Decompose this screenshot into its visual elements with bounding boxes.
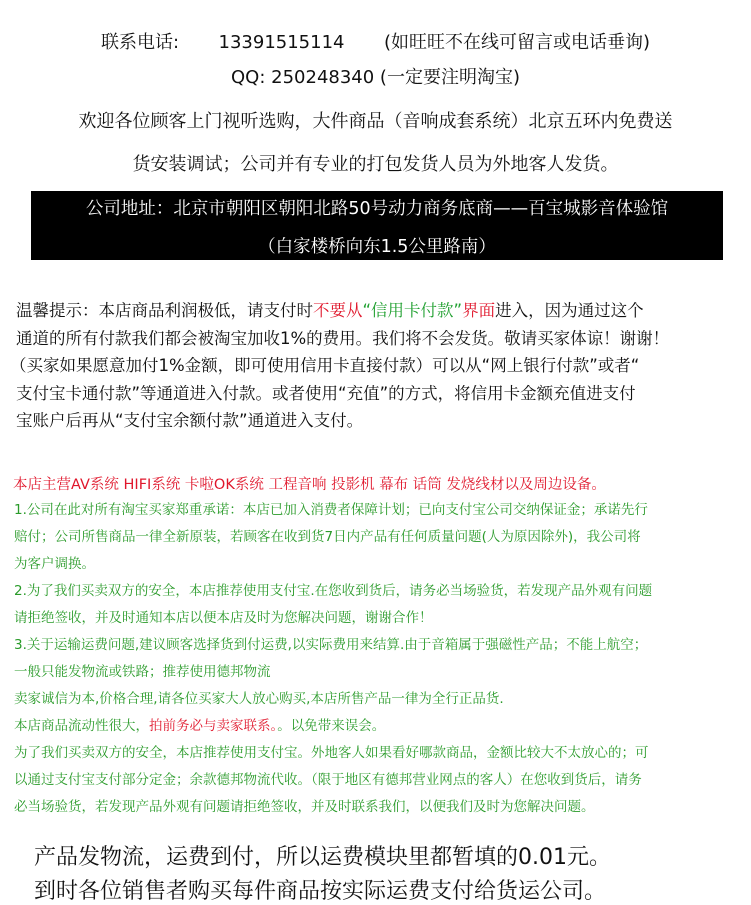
main-business-line: 本店主营AV系统 HIFI系统 卡啦OK系统 工程音响 投影机 幕布 话筒 发烧线材以及周边设备。 (13, 477, 606, 493)
notice-text: 温馨提示：本店商品利润极低，请支付时 (16, 301, 313, 320)
terms-line-6: 3.关于运输运费问题,建议顾客选择货到付运费,以实际费用来结算.由于音箱属于强磁性产品；不能上航空； (14, 637, 648, 653)
terms-line-7: 一般只能发物流或铁路；推荐使用德邦物流 (14, 664, 271, 680)
address-line-1: 公司地址：北京市朝阳区朝阳北路50号动力商务底商——百宝城影音体验馆 (85, 199, 669, 219)
notice-line-2: 通道的所有付款我们都会被淘宝加收1%的费用。我们将不会发货。敬请买家体谅！谢谢！ (16, 329, 670, 348)
terms-line-9 (14, 714, 748, 734)
notice-red-text: 不要从 (313, 301, 363, 320)
terms-line-4: 2.为了我们买卖双方的安全，本店推荐使用支付宝.在您收到货后，请务必当场验货，若发现产品外观有问题 (14, 583, 653, 599)
terms-line-5: 请拒绝签收，并及时通知本店以便本店及时为您解决问题，谢谢合作！ (14, 610, 433, 626)
terms-line-10: 为了我们买卖双方的安全，本店推荐使用支付宝。外地客人如果看好哪款商品，金额比较大不太放心的；可 (14, 745, 649, 761)
terms-line-3: 为客户调换。 (14, 556, 95, 572)
notice-red-text-2: 界面 (462, 301, 496, 320)
terms-red-text: 拍前务必与卖家联系。 (149, 718, 278, 734)
notice-text-2: 进入，因为通过这个 (495, 301, 644, 320)
phone-number: 13391515114 (218, 32, 345, 53)
notice-line-1 (16, 297, 746, 321)
notice-green-text: “信用卡付款” (362, 301, 463, 320)
welcome-line-2: 货安装调试；公司并有专业的打包发货人员为外地客人发货。 (132, 154, 619, 175)
address-banner (31, 191, 723, 260)
terms-line-11: 以通过支付宝支付部分定金；余款德邦物流代收。（限于地区有德邦营业网点的客人）在您收到货后，请务 (14, 772, 642, 788)
footer-line-2: 到时各位销售者购买每件商品按实际运费支付给货运公司。 (34, 879, 607, 904)
terms-line-8: 卖家诚信为本,价格合理,请各位买家大人放心购买,本店所售产品一律为全行正品货. (14, 691, 504, 707)
notice-line-3: （买家如果愿意加付1%金额，即可使用信用卡直接付款）可以从“网上银行付款”或者“ (10, 356, 640, 375)
contact-note: (如旺旺不在线可留言或电话垂询) (383, 32, 651, 53)
contact-line (0, 28, 751, 54)
terms-text: 本店商品流动性很大， (14, 718, 149, 734)
terms-line-1: 1.公司在此对所有淘宝买家郑重承诺：本店已加入消费者保障计划；已向支付宝公司交纳保证金；承诺先行 (14, 502, 648, 518)
address-line-2: （白家楼桥向东1.5公里路南） (258, 237, 496, 257)
notice-line-5: 宝账户后再从“支付宝余额付款”通道进入支付。 (16, 411, 364, 430)
qq-line: QQ: 250248340 (一定要注明淘宝) (231, 67, 520, 88)
terms-line-12: 必当场验货，若发现产品外观有问题请拒绝签收，并及时联系我们，以便我们及时为您解决问题。 (14, 799, 595, 815)
welcome-line-1: 欢迎各位顾客上门视听选购，大件商品（音响成套系统）北京五环内免费送 (78, 111, 673, 132)
terms-text-2: 。以免带来误会。 (277, 718, 386, 734)
terms-line-2: 赔付；公司所售商品一律全新原装，若顾客在收到货7日内产品有任何质量问题(人为原因除外)，我公司将 (14, 529, 641, 545)
footer-line-1: 产品发物流，运费到付，所以运费模块里都暂填的0.01元。 (34, 845, 611, 870)
notice-line-4: 支付宝卡通付款”等通道进入付款。或者使用“充值”的方式，将信用卡金额充值进支付 (16, 384, 636, 403)
phone-label: 联系电话: (100, 32, 180, 53)
